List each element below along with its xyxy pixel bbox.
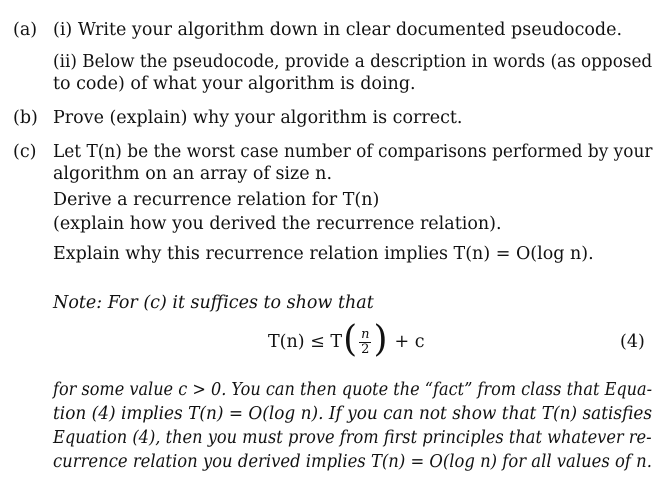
equation-lhs: T(n) ≤ T — [268, 332, 343, 352]
part-c-line4: (explain how you derived the recurrence relation). — [53, 214, 502, 234]
part-a-item-i: (i) Write your algorithm down in clear documented pseudocode. — [53, 20, 623, 40]
part-c-line5: Explain why this recurrence relation implies T(n) = O(log n). — [53, 244, 594, 264]
equation-open-paren: ( — [343, 319, 358, 360]
part-c-label: (c) — [13, 142, 37, 162]
note-intro: Note: For (c) it suffices to show that — [53, 293, 374, 313]
part-c-line1: Let T(n) be the worst case number of comparisons performed by your — [53, 142, 653, 162]
recurrence-equation — [268, 319, 425, 362]
part-a-label: (a) — [13, 20, 38, 40]
fraction-denominator: 2 — [361, 341, 370, 357]
note-line1: for some value c > 0. You can then quote the “fact” from class that Equa- — [53, 380, 653, 400]
equation-rhs: + c — [394, 332, 425, 352]
part-c-line3: Derive a recurrence relation for T(n) — [53, 190, 380, 210]
part-b-text: Prove (explain) why your algorithm is correct. — [53, 108, 463, 128]
note-line2: tion (4) implies T(n) = O(log n). If you can not show that T(n) satisfies — [53, 404, 653, 424]
part-a-item-ii-line1: (ii) Below the pseudocode, provide a description in words (as opposed — [53, 52, 653, 72]
part-a-item-ii-line2: to code) of what your algorithm is doing. — [53, 74, 416, 94]
equation-number: (4) — [620, 332, 645, 352]
note-line3: Equation (4), then you must prove from first principles that whatever re- — [53, 428, 652, 448]
note-line4: currence relation you derived implies T(n) = O(log n) for all values of n. — [53, 452, 652, 472]
fraction-numerator: n — [361, 326, 370, 342]
equation-fraction — [359, 328, 371, 357]
equation-close-paren: ) — [373, 319, 388, 360]
part-c-line2: algorithm on an array of size n. — [53, 164, 333, 184]
part-b-label: (b) — [13, 108, 38, 128]
